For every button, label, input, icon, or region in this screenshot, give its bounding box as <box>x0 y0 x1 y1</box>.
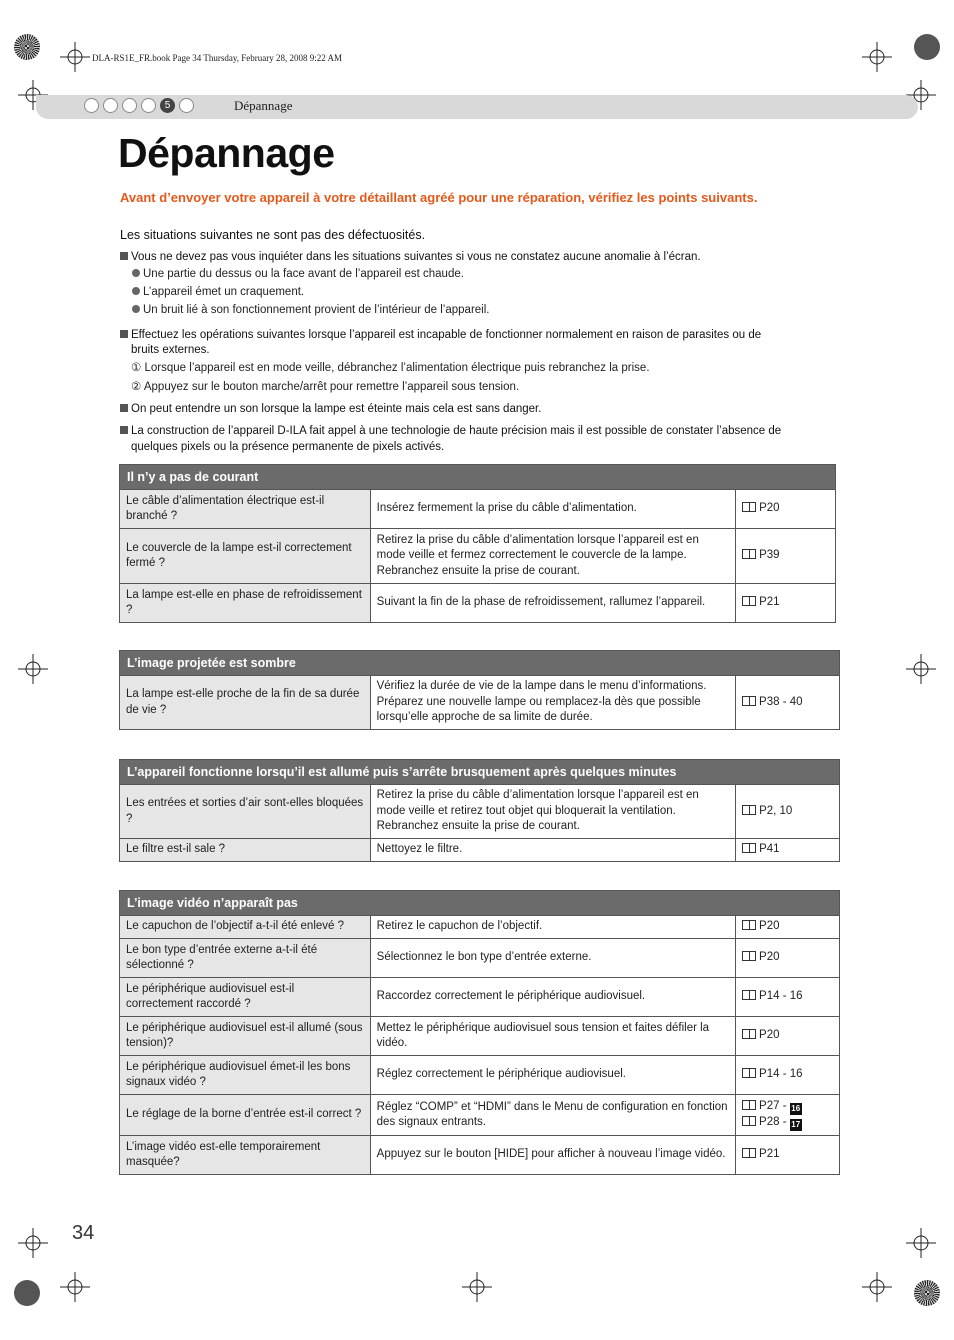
reference-cell: P14 - 16 <box>736 978 840 1017</box>
color-wheel-icon <box>914 34 940 60</box>
book-icon <box>742 805 756 815</box>
registration-mark-icon <box>462 1272 492 1302</box>
reference-cell: P21 <box>736 584 836 623</box>
table-row <box>120 676 840 730</box>
reference-cell: P38 - 40 <box>736 676 840 730</box>
question-cell: Le périphérique audiovisuel est-il correctement raccordé ? <box>120 978 371 1017</box>
book-icon <box>742 1148 756 1158</box>
page-title: Dépannage <box>118 130 335 176</box>
chapter-dot <box>141 98 156 113</box>
book-icon <box>742 1068 756 1078</box>
question-cell: Le capuchon de l’objectif a-t-il été enlevé ? <box>120 916 371 939</box>
note-item-continued: quelques pixels ou la présence permanente de pixels activés. <box>131 441 445 453</box>
answer-cell: Retirez le capuchon de l’objectif. <box>370 916 735 939</box>
table-row <box>120 839 840 862</box>
registration-mark-icon <box>906 1228 936 1258</box>
reference-cell: P21 <box>736 1136 840 1175</box>
answer-cell: Sélectionnez le bon type d’entrée externe. <box>370 939 735 978</box>
answer-cell: Mettez le périphérique audiovisuel sous tension et faites défiler la vidéo. <box>370 1017 735 1056</box>
table-row <box>120 785 840 839</box>
bullet-icon <box>132 287 140 295</box>
bullet-icon <box>132 269 140 277</box>
chapter-indicator <box>84 98 194 113</box>
note-item: La construction de l’appareil D-ILA fait appel à une technologie de haute précision mais il est possible de constater l’absence de <box>120 423 781 439</box>
troubleshooting-table <box>119 890 840 1175</box>
book-icon <box>742 920 756 930</box>
bullet-icon <box>132 305 140 313</box>
reference-cell: P27 - 16 P28 - 17 <box>736 1095 840 1136</box>
question-cell: Les entrées et sorties d’air sont-elles bloquées ? <box>120 785 371 839</box>
chapter-dot <box>103 98 118 113</box>
lead-text: Les situations suivantes ne sont pas des défectuosités. <box>120 228 426 242</box>
page-tag: 16 <box>791 1104 801 1113</box>
table-heading: L’appareil fonctionne lorsqu’il est allumé puis s’arrête brusquement après quelques minutes <box>120 760 840 785</box>
step-item: ② Appuyez sur le bouton marche/arrêt pour remettre l’appareil sous tension. <box>131 381 520 393</box>
answer-cell: Suivant la fin de la phase de refroidissement, rallumez l’appareil. <box>370 584 735 623</box>
answer-cell: Raccordez correctement le périphérique audiovisuel. <box>370 978 735 1017</box>
answer-cell: Retirez la prise du câble d’alimentation lorsque l’appareil est en mode veille et retirez tout objet qui bloquerait la ventilation. Rebranchez ensuite la prise de courant. <box>370 785 735 839</box>
answer-cell: Réglez correctement le périphérique audiovisuel. <box>370 1056 735 1095</box>
square-bullet-icon <box>120 404 128 412</box>
note-item: On peut entendre un son lorsque la lampe est éteinte mais cela est sans danger. <box>120 401 541 417</box>
answer-cell: Réglez “COMP” et “HDMI” dans le Menu de configuration en fonction des signaux entrants. <box>370 1095 735 1136</box>
table-row <box>120 939 840 978</box>
answer-cell: Vérifiez la durée de vie de la lampe dans le menu d’informations. Préparez une nouvelle lampe ou remplacez-la dès que possible lorsqu’elle approche de sa limite de durée. <box>370 676 735 730</box>
table-row <box>120 584 836 623</box>
step-item: ① Lorsque l’appareil est en mode veille, débranchez l’alimentation électrique puis rebranchez la prise. <box>131 362 650 374</box>
table-row <box>120 1136 840 1175</box>
registration-mark-icon <box>906 654 936 684</box>
reference-cell: P41 <box>736 839 840 862</box>
chapter-label: Dépannage <box>234 98 293 113</box>
question-cell: Le réglage de la borne d’entrée est-il correct ? <box>120 1095 371 1136</box>
reference-cell: P20 <box>736 1017 840 1056</box>
square-bullet-icon <box>120 426 128 434</box>
bullet-item: Une partie du dessus ou la face avant de l’appareil est chaude. <box>132 268 464 280</box>
square-bullet-icon <box>120 330 128 338</box>
note-item-continued: bruits externes. <box>131 344 210 356</box>
page-tag: 17 <box>791 1120 801 1129</box>
question-cell: L’image vidéo est-elle temporairement masquée? <box>120 1136 371 1175</box>
table-row <box>120 1095 840 1136</box>
table-heading: L’image vidéo n’apparaît pas <box>120 891 840 916</box>
page-number: 34 <box>72 1222 95 1244</box>
registration-mark-icon <box>60 1272 90 1302</box>
question-cell: Le câble d’alimentation électrique est-il branché ? <box>120 490 371 529</box>
answer-cell: Nettoyez le filtre. <box>370 839 735 862</box>
book-icon <box>742 1029 756 1039</box>
troubleshooting-table <box>119 650 840 730</box>
question-cell: La lampe est-elle proche de la fin de sa durée de vie ? <box>120 676 371 730</box>
chapter-dot-active: 5 <box>160 98 175 113</box>
book-icon <box>742 502 756 512</box>
reference-cell: P2, 10 <box>736 785 840 839</box>
answer-cell: Retirez la prise du câble d’alimentation lorsque l’appareil est en mode veille et fermez correctement le couvercle de la lampe. Rebranchez ensuite la prise de courant. <box>370 529 735 584</box>
book-icon <box>742 696 756 706</box>
book-icon <box>742 843 756 853</box>
intro-text: Avant d’envoyer votre appareil à votre détaillant agréé pour une réparation, vérifiez les points suivants. <box>120 190 758 205</box>
table-heading: Il n’y a pas de courant <box>120 465 836 490</box>
answer-cell: Appuyez sur le bouton [HIDE] pour afficher à nouveau l’image vidéo. <box>370 1136 735 1175</box>
reference-cell: P20 <box>736 939 840 978</box>
question-cell: Le périphérique audiovisuel émet-il les bons signaux vidéo ? <box>120 1056 371 1095</box>
square-bullet-icon <box>120 252 128 260</box>
table-row <box>120 1017 840 1056</box>
question-cell: Le couvercle de la lampe est-il correctement fermé ? <box>120 529 371 584</box>
color-wheel-icon <box>914 1280 940 1306</box>
registration-mark-icon <box>862 42 892 72</box>
print-header: DLA-RS1E_FR.book Page 34 Thursday, February 28, 2008 9:22 AM <box>92 53 342 63</box>
table-row <box>120 1056 840 1095</box>
reference-cell: P20 <box>736 916 840 939</box>
reference-cell: P39 <box>736 529 836 584</box>
book-icon <box>742 1100 756 1110</box>
book-icon <box>742 990 756 1000</box>
question-cell: Le bon type d’entrée externe a-t-il été sélectionné ? <box>120 939 371 978</box>
question-cell: Le périphérique audiovisuel est-il allumé (sous tension)? <box>120 1017 371 1056</box>
table-row <box>120 490 836 529</box>
bullet-item: Un bruit lié à son fonctionnement provient de l’intérieur de l’appareil. <box>132 304 489 316</box>
answer-cell: Insérez fermement la prise du câble d’alimentation. <box>370 490 735 529</box>
troubleshooting-table <box>119 759 840 862</box>
bullet-item: L’appareil émet un craquement. <box>132 286 304 298</box>
table-row <box>120 529 836 584</box>
note-item: Effectuez les opérations suivantes lorsque l’appareil est incapable de fonctionner normalement en raison de parasites ou de <box>120 327 761 343</box>
question-cell: La lampe est-elle en phase de refroidissement ? <box>120 584 371 623</box>
book-icon <box>742 951 756 961</box>
chapter-dot <box>122 98 137 113</box>
color-wheel-icon <box>14 34 40 60</box>
registration-mark-icon <box>862 1272 892 1302</box>
note-item: Vous ne devez pas vous inquiéter dans les situations suivantes si vous ne constatez aucune anomalie à l’écran. <box>120 249 701 265</box>
registration-mark-icon <box>18 1228 48 1258</box>
question-cell: Le filtre est-il sale ? <box>120 839 371 862</box>
table-row <box>120 916 840 939</box>
book-icon <box>742 549 756 559</box>
chapter-dot <box>179 98 194 113</box>
color-wheel-icon <box>14 1280 40 1306</box>
table-row <box>120 978 840 1017</box>
reference-cell: P14 - 16 <box>736 1056 840 1095</box>
registration-mark-icon <box>18 654 48 684</box>
table-heading: L’image projetée est sombre <box>120 651 840 676</box>
troubleshooting-table <box>119 464 836 623</box>
book-icon <box>742 596 756 606</box>
chapter-dot <box>84 98 99 113</box>
reference-cell: P20 <box>736 490 836 529</box>
registration-mark-icon <box>60 42 90 72</box>
book-icon <box>742 1116 756 1126</box>
